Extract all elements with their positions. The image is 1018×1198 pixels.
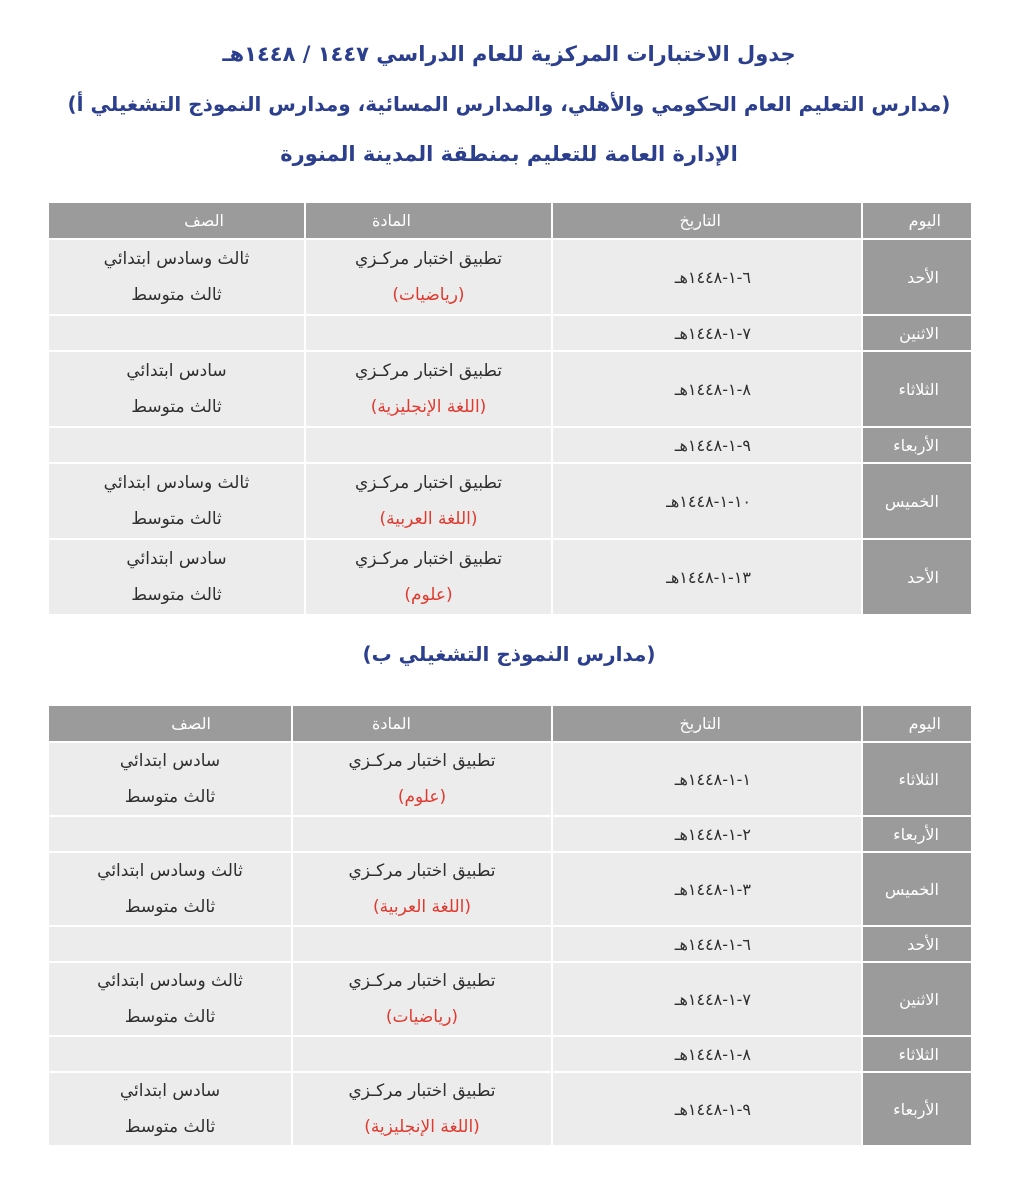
header-day: اليوم [862, 203, 972, 239]
header-subject: المادة [305, 203, 552, 239]
date-cell: ٩-١-١٤٤٨هـ [552, 427, 862, 463]
day-cell: الأربعاء [862, 816, 972, 852]
date-cell: ٧-١-١٤٤٨هـ [552, 962, 862, 1036]
page-title: جدول الاختبارات المركزية للعام الدراسي ١٤٤٧ / ١٤٤٨هـ [222, 42, 796, 66]
subject-name: (رياضيات) [385, 1007, 459, 1027]
schedule-table-a [47, 203, 973, 616]
subject-cell [305, 351, 552, 427]
grade-cell [48, 816, 292, 852]
date-cell: ١٣-١-١٤٤٨هـ [552, 539, 862, 615]
subject-cell [305, 463, 552, 539]
grade-line-2: ثالث متوسط [131, 285, 222, 305]
grade-cell [48, 926, 292, 962]
grade-line-1: سادس ابتدائي [126, 549, 227, 569]
grade-cell [48, 962, 292, 1036]
header-grade: الصف [48, 203, 305, 239]
day-cell: الأحد [862, 926, 972, 962]
subject-cell [305, 427, 552, 463]
table-header-row [48, 203, 972, 239]
table-row [48, 463, 972, 539]
day-cell: الأحد [862, 239, 972, 315]
grade-line-2: ثالث متوسط [124, 1007, 216, 1027]
date-cell: ٢-١-١٤٤٨هـ [552, 816, 862, 852]
table-row [48, 239, 972, 315]
grade-cell [48, 1072, 292, 1146]
day-cell: الخميس [862, 852, 972, 926]
subject-cell [292, 962, 552, 1036]
subject-label: تطبيق اختبار مركـزي [354, 249, 503, 269]
date-cell: ٨-١-١٤٤٨هـ [552, 351, 862, 427]
grade-line-2: ثالث متوسط [131, 397, 222, 417]
date-cell: ٧-١-١٤٤٨هـ [552, 315, 862, 351]
table-row [48, 427, 972, 463]
header-grade: الصف [48, 706, 292, 742]
grade-cell [48, 852, 292, 926]
grade-cell [48, 427, 305, 463]
section-title-b: (مدارس النموذج التشغيلي ب) [362, 642, 656, 666]
page-subtitle: (مدارس التعليم العام الحكومي والأهلي، والمدارس المسائية، ومدارس النموذج التشغيلي أ) [67, 92, 951, 116]
grade-cell [48, 463, 305, 539]
subject-cell [305, 315, 552, 351]
table-row [48, 852, 972, 926]
subject-name: (رياضيات) [392, 285, 465, 305]
table-row [48, 926, 972, 962]
date-cell: ٩-١-١٤٤٨هـ [552, 1072, 862, 1146]
grade-line-2: ثالث متوسط [131, 585, 222, 605]
subject-cell [292, 816, 552, 852]
subject-cell [305, 239, 552, 315]
department-title: الإدارة العامة للتعليم بمنطقة المدينة المنورة [280, 142, 738, 166]
subject-name: (علوم) [404, 585, 453, 605]
date-cell: ٦-١-١٤٤٨هـ [552, 239, 862, 315]
day-cell: الأربعاء [862, 427, 972, 463]
subject-cell [292, 742, 552, 816]
grade-line-1: سادس ابتدائي [119, 1081, 221, 1101]
subject-label: تطبيق اختبار مركـزي [348, 861, 496, 881]
subject-name: (اللغة العربية) [379, 509, 478, 529]
subject-label: تطبيق اختبار مركـزي [354, 549, 503, 569]
table-row [48, 1036, 972, 1072]
grade-cell [48, 239, 305, 315]
day-cell: الثلاثاء [862, 351, 972, 427]
subject-name: (اللغة العربية) [373, 897, 471, 917]
header-date: التاريخ [552, 203, 862, 239]
grade-line-2: ثالث متوسط [124, 897, 216, 917]
grade-cell [48, 1036, 292, 1072]
table-row [48, 351, 972, 427]
subject-label: تطبيق اختبار مركـزي [348, 751, 496, 771]
day-cell: الأحد [862, 539, 972, 615]
subject-label: تطبيق اختبار مركـزي [348, 1081, 496, 1101]
subject-name: (اللغة الإنجليزية) [364, 1117, 480, 1137]
grade-cell [48, 742, 292, 816]
date-cell: ١٠-١-١٤٤٨هـ [552, 463, 862, 539]
grade-line-2: ثالث متوسط [124, 1117, 216, 1137]
subject-cell [292, 1072, 552, 1146]
subject-label: تطبيق اختبار مركـزي [348, 971, 496, 991]
subject-label: تطبيق اختبار مركـزي [354, 361, 503, 381]
date-cell: ١-١-١٤٤٨هـ [552, 742, 862, 816]
grade-line-1: سادس ابتدائي [119, 751, 221, 771]
header-date: التاريخ [552, 706, 862, 742]
table-row [48, 816, 972, 852]
day-cell: الاثنين [862, 315, 972, 351]
schedule-table-b [47, 706, 973, 1147]
day-cell: الأربعاء [862, 1072, 972, 1146]
date-cell: ٨-١-١٤٤٨هـ [552, 1036, 862, 1072]
grade-line-2: ثالث متوسط [124, 787, 216, 807]
day-cell: الاثنين [862, 962, 972, 1036]
day-cell: الثلاثاء [862, 742, 972, 816]
grade-cell [48, 351, 305, 427]
grade-cell [48, 539, 305, 615]
date-cell: ٣-١-١٤٤٨هـ [552, 852, 862, 926]
subject-name: (اللغة الإنجليزية) [370, 397, 487, 417]
grade-line-1: ثالث وسادس ابتدائي [103, 249, 250, 269]
table-header-row [48, 706, 972, 742]
grade-cell [48, 315, 305, 351]
subject-cell [292, 926, 552, 962]
day-cell: الخميس [862, 463, 972, 539]
grade-line-1: ثالث وسادس ابتدائي [97, 861, 243, 881]
date-cell: ٦-١-١٤٤٨هـ [552, 926, 862, 962]
subject-label: تطبيق اختبار مركـزي [354, 473, 503, 493]
subject-cell [305, 539, 552, 615]
table-row [48, 539, 972, 615]
subject-name: (علوم) [397, 787, 447, 807]
grade-line-1: سادس ابتدائي [126, 361, 227, 381]
subject-cell [292, 852, 552, 926]
header-subject: المادة [292, 706, 552, 742]
day-cell: الثلاثاء [862, 1036, 972, 1072]
grade-line-2: ثالث متوسط [131, 509, 222, 529]
grade-line-1: ثالث وسادس ابتدائي [103, 473, 250, 493]
table-row [48, 962, 972, 1036]
table-row [48, 315, 972, 351]
grade-line-1: ثالث وسادس ابتدائي [97, 971, 243, 991]
header-day: اليوم [862, 706, 972, 742]
subject-cell [292, 1036, 552, 1072]
table-row [48, 1072, 972, 1146]
table-row [48, 742, 972, 816]
